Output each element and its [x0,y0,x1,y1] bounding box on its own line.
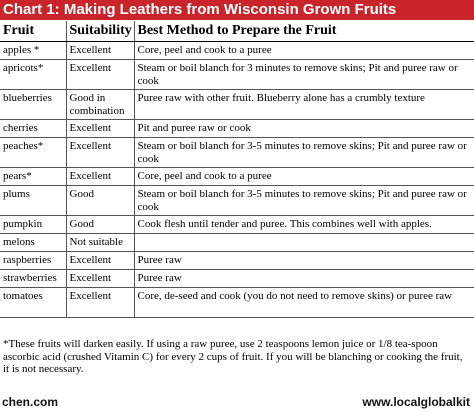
table-row [0,216,474,234]
fruit-cell: apples * [0,42,66,60]
footer-left-text: chen.com [2,395,59,409]
table-header-row [0,21,474,42]
method-cell: Puree raw [134,270,474,288]
table-row [0,186,474,216]
table-row [0,270,474,288]
watermark-footer [0,393,474,412]
suitability-cell: Not suitable [66,234,134,252]
table-row [0,120,474,138]
table-row [0,42,474,60]
suitability-cell: Excellent [66,60,134,90]
method-cell: Puree raw [134,252,474,270]
table-row [0,168,474,186]
fruit-cell: tomatoes [0,288,66,318]
suitability-cell: Excellent [66,120,134,138]
table-row [0,138,474,168]
method-cell [134,234,474,252]
fruit-cell: cherries [0,120,66,138]
fruit-cell: strawberries [0,270,66,288]
table-row [0,252,474,270]
footer-right-text: www.localglobalkit [362,395,470,409]
fruit-cell: pumpkin [0,216,66,234]
suitability-cell: Excellent [66,168,134,186]
fruit-cell: melons [0,234,66,252]
suitability-cell: Excellent [66,138,134,168]
method-cell: Core, de-seed and cook (you do not need to remove skins) or puree raw [134,288,474,318]
fruit-cell: apricots* [0,60,66,90]
method-cell: Steam or boil blanch for 3-5 minutes to remove skins; Pit and puree raw or cook [134,186,474,216]
method-cell: Steam or boil blanch for 3-5 minutes to remove skins; Pit and puree raw or cook [134,138,474,168]
fruit-cell: peaches* [0,138,66,168]
table-row [0,234,474,252]
suitability-cell: Good in combination [66,90,134,120]
footnote: *These fruits will darken easily. If using a raw puree, use 2 teaspoons lemon juice or 1/8 tea-spoon ascorbic acid (crushed Vitamin C) for every 2 cups of fruit. If you will be blanching or cooking the fruit, it is not necessary. [3,338,463,375]
suitability-cell: Good [66,216,134,234]
method-cell: Core, peel and cook to a puree [134,168,474,186]
table-row [0,288,474,318]
suitability-cell: Excellent [66,42,134,60]
table-row [0,90,474,120]
method-cell: Core, peel and cook to a puree [134,42,474,60]
table-row [0,60,474,90]
column-header-fruit: Fruit [0,21,66,42]
suitability-cell: Excellent [66,270,134,288]
chart-title: Chart 1: Making Leathers from Wisconsin Grown Fruits [0,0,474,20]
fruit-cell: plums [0,186,66,216]
fruit-cell: blueberries [0,90,66,120]
column-header-suitability: Suitability [66,21,134,42]
suitability-cell: Good [66,186,134,216]
column-header-method: Best Method to Prepare the Fruit [134,21,474,42]
method-cell: Cook flesh until tender and puree. This combines well with apples. [134,216,474,234]
fruit-table [0,21,474,318]
method-cell: Pit and puree raw or cook [134,120,474,138]
fruit-cell: raspberries [0,252,66,270]
suitability-cell: Excellent [66,288,134,318]
fruit-cell: pears* [0,168,66,186]
method-cell: Steam or boil blanch for 3 minutes to remove skins; Pit and puree raw or cook [134,60,474,90]
suitability-cell: Excellent [66,252,134,270]
method-cell: Puree raw with other fruit. Blueberry alone has a crumbly texture [134,90,474,120]
